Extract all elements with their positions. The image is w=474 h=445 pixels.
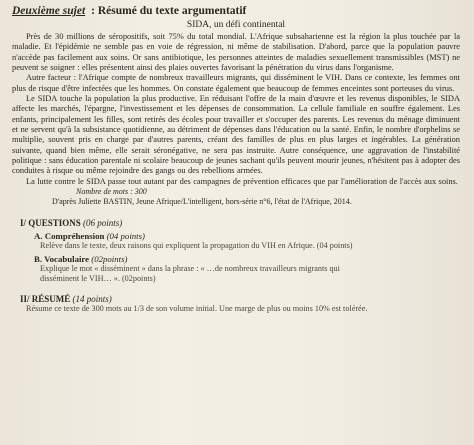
word-count: Nombre de mots : 300 [76,187,147,197]
document-title: : Résumé du texte argumentatif [91,5,247,17]
comprehension-heading [34,231,460,241]
questions-title: I/ QUESTIONS [20,217,81,228]
text-subtitle: SIDA, un défi continental [186,20,286,30]
questions-points: (06 points) [83,217,123,228]
vocabulary-title: B. Vocabulaire [34,253,90,264]
paragraph-1: Près de 30 millions de séropositifs, soit 75% du total mondial. L'Afrique subsaharienne est la région la plus touchée par la maladie. Et l'épidémie ne semble pas en voie de régression, ni même de stabilisation. D'abord, parce que la population pauvre n'accède pas facilement aux soins. Or sans antibiotique, les personnes atteintes de maladies sexuellement transmissibles (MST) ne peuvent se soigner : elles présentent ainsi des plaies ouvertes favorisant la pénétration du virus dans l'organisme. [12,32,460,73]
document-header [12,5,460,17]
resume-title: II/ RÉSUMÉ [20,294,71,305]
vocabulary-text-1: Explique le mot « disséminent » dans la phrase : « …de nombreux travailleurs migrants qui [40,263,340,273]
text-source: D'après Juliette BASTIN, Jeune Afrique/L'intelligent, hors-série n°6, l'état de l'Afrique, 2014. [52,197,352,207]
subject-label: Deuxième sujet [12,5,86,17]
paragraph-3: Le SIDA touche la population la plus productive. En réduisant l'offre de la main d'œuvre et les revenus disponibles, le SIDA affecte les marchés, l'épargne, l'investissement et les dépenses de consommation. La cellule familiale en souffre également. Les enfants, principalement les filles, sont retirés des écoles pour travailler et s'occuper des parents. Les revenus du ménage diminuent et ne servent qu'à la subsistance quotidienne, au détriment de dépenses dans l'éducation ou la santé. Enfin, le nombre d'orphelins se multiplie, souvent pris en charge par d'autres parents, créant des familles de plus en plus larges et ingérables. La génération suivante, quand bien même, elle serait séronégative, ne sera pas instruite. Autre conséquence, une aggravation de l'instabilité politique : sans éducation parentale ni scolaire beaucoup de jeunes sachant qu'ils peuvent mourir jeunes, n'hésitent pas à adopter des conduites à risque ou même rejoindre des gangs ou des rebellions armées. [12,94,460,176]
resume-text: Résume ce texte de 300 mots au 1/3 de son volume initial. Une marge de plus ou moins 10% est tolérée. [26,304,368,314]
paragraph-2: Autre facteur : l'Afrique compte de nombreux travailleurs migrants, qui disséminent le VIH. Dans ce contexte, les femmes ont plus de risque d'être infectées que les hommes. On constate également que beaucoup de femmes enceintes sont porteuses du virus. [12,73,460,93]
resume-points: (14 points) [72,294,112,305]
vocabulary-text-2: disséminent le VIH… ». (02points) [40,274,156,284]
vocabulary-points: (02points) [91,253,128,264]
vocabulary-heading [34,254,460,264]
resume-heading [20,294,460,304]
comprehension-text: Relève dans le texte, deux raisons qui expliquent la propagation du VIH en Afrique. (04 points) [40,240,353,250]
paragraph-4: La lutte contre le SIDA passe tout autant par des campagnes de prévention efficaces que par l'amélioration de l'accès aux soins. [26,176,458,186]
question-b [34,254,460,284]
comprehension-title: A. Compréhension [34,230,105,241]
question-a [34,231,460,251]
questions-heading [20,218,460,228]
comprehension-points: (04 points) [106,230,145,241]
